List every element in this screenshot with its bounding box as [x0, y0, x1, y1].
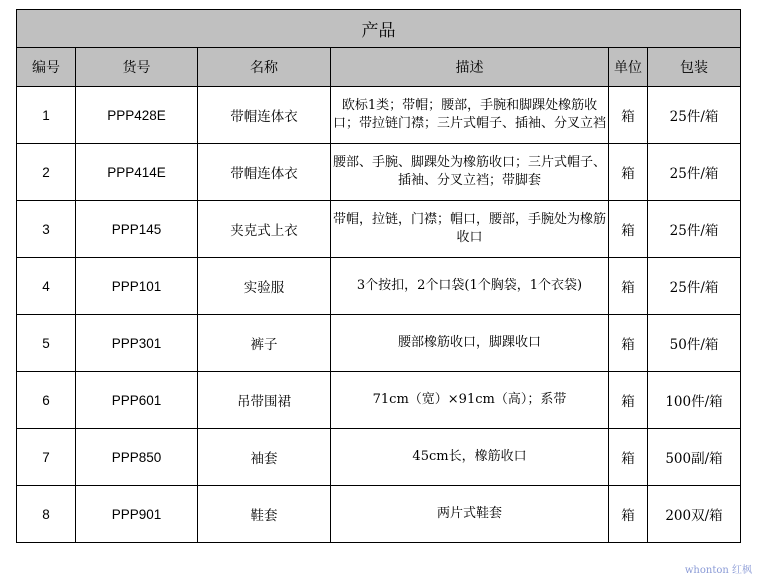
cell-name: 袖套 — [198, 429, 331, 486]
cell-packaging: 25件/箱 — [648, 258, 741, 315]
cell-unit: 箱 — [609, 429, 648, 486]
cell-code: PPP145 — [76, 201, 198, 258]
cell-code: PPP101 — [76, 258, 198, 315]
watermark: whonton 红枫 — [684, 565, 752, 576]
header-description: 描述 — [331, 48, 609, 87]
header-name: 名称 — [198, 48, 331, 87]
table-row — [17, 315, 741, 372]
header-unit: 单位 — [609, 48, 648, 87]
cell-unit: 箱 — [609, 372, 648, 429]
cell-name: 带帽连体衣 — [198, 144, 331, 201]
cell-code: PPP428E — [76, 87, 198, 144]
cell-packaging: 500副/箱 — [648, 429, 741, 486]
cell-number: 8 — [17, 486, 76, 543]
table-title: 产品 — [17, 10, 741, 48]
header-packaging: 包装 — [648, 48, 741, 87]
table-row — [17, 372, 741, 429]
cell-code: PPP414E — [76, 144, 198, 201]
cell-number: 6 — [17, 372, 76, 429]
product-table — [16, 9, 741, 543]
cell-name: 裤子 — [198, 315, 331, 372]
cell-code: PPP301 — [76, 315, 198, 372]
cell-description: 带帽，拉链，门襟；帽口，腰部，手腕处为橡筋收口 — [331, 201, 609, 258]
cell-name: 实验服 — [198, 258, 331, 315]
cell-code: PPP901 — [76, 486, 198, 543]
cell-unit: 箱 — [609, 315, 648, 372]
cell-number: 5 — [17, 315, 76, 372]
cell-description: 腰部橡筋收口，脚踝收口 — [331, 315, 609, 372]
cell-description: 腰部、手腕、脚踝处为橡筋收口；三片式帽子、插袖、分叉立裆；带脚套 — [331, 144, 609, 201]
table-row — [17, 144, 741, 201]
cell-packaging: 25件/箱 — [648, 144, 741, 201]
cell-packaging: 25件/箱 — [648, 87, 741, 144]
cell-unit: 箱 — [609, 258, 648, 315]
table-row — [17, 201, 741, 258]
cell-name: 带帽连体衣 — [198, 87, 331, 144]
table-row — [17, 486, 741, 543]
cell-number: 1 — [17, 87, 76, 144]
cell-packaging: 200双/箱 — [648, 486, 741, 543]
cell-name: 吊带围裙 — [198, 372, 331, 429]
cell-description: 3个按扣，2个口袋(1个胸袋，1个衣袋) — [331, 258, 609, 315]
cell-unit: 箱 — [609, 201, 648, 258]
cell-number: 4 — [17, 258, 76, 315]
cell-code: PPP850 — [76, 429, 198, 486]
cell-description: 两片式鞋套 — [331, 486, 609, 543]
header-code: 货号 — [76, 48, 198, 87]
cell-unit: 箱 — [609, 144, 648, 201]
cell-packaging: 25件/箱 — [648, 201, 741, 258]
table-title-row — [17, 10, 741, 48]
table-row — [17, 258, 741, 315]
cell-description: 71cm（宽）×91cm（高）；系带 — [331, 372, 609, 429]
cell-packaging: 100件/箱 — [648, 372, 741, 429]
table-header-row — [17, 48, 741, 87]
cell-number: 3 — [17, 201, 76, 258]
cell-unit: 箱 — [609, 486, 648, 543]
table-row — [17, 429, 741, 486]
cell-description: 45cm长，橡筋收口 — [331, 429, 609, 486]
cell-name: 鞋套 — [198, 486, 331, 543]
header-number: 编号 — [17, 48, 76, 87]
cell-packaging: 50件/箱 — [648, 315, 741, 372]
cell-description: 欧标1类；带帽；腰部，手腕和脚踝处橡筋收口；带拉链门襟；三片式帽子、插袖、分叉立裆 — [331, 87, 609, 144]
table-row — [17, 87, 741, 144]
cell-number: 2 — [17, 144, 76, 201]
cell-unit: 箱 — [609, 87, 648, 144]
cell-name: 夹克式上衣 — [198, 201, 331, 258]
cell-number: 7 — [17, 429, 76, 486]
cell-code: PPP601 — [76, 372, 198, 429]
